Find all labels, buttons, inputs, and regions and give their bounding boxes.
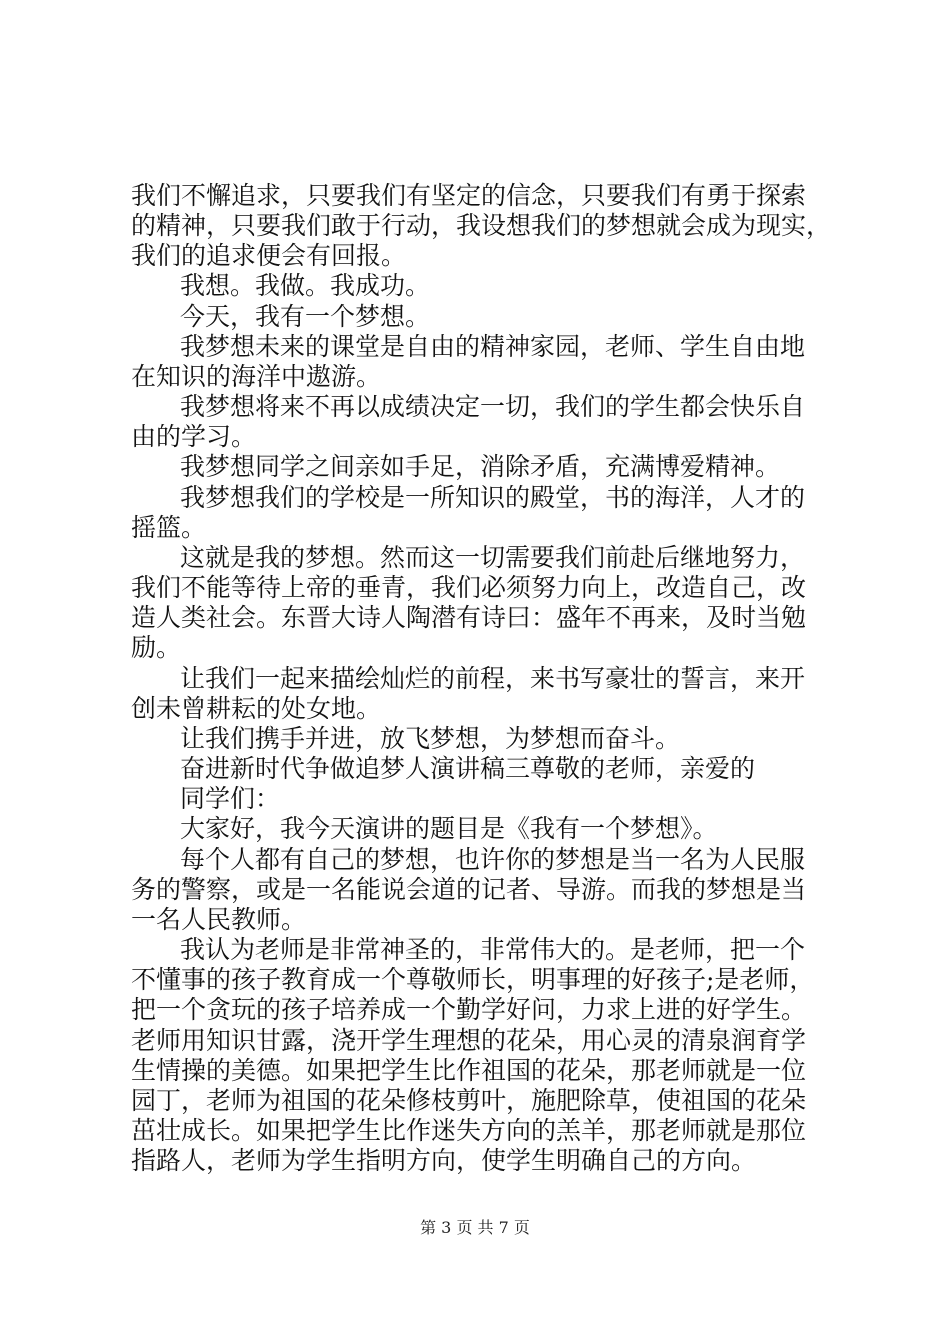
text-line: 在知识的海洋中遨游。 <box>131 362 382 391</box>
text-line: 摇篮。 <box>131 513 207 542</box>
text-line: 一名人民教师。 <box>131 905 307 934</box>
text-line: 让我们携手并进，放飞梦想，为梦想而奋斗。 <box>180 724 681 753</box>
text-line: 生情操的美德。如果把学生比作祖国的花朵，那老师就是一位 <box>131 1056 807 1085</box>
text-line: 同学们： <box>180 784 281 813</box>
text-line: 造人类社会。东晋大诗人陶潜有诗曰：盛年不再来，及时当勉 <box>131 603 807 632</box>
text-line: 把一个贪玩的孩子培养成一个勤学好问，力求上进的好学生。 <box>131 995 807 1024</box>
text-line: 我梦想我们的学校是一所知识的殿堂，书的海洋，人才的 <box>180 483 806 512</box>
text-line: 我梦想同学之间亲如手足，消除矛盾，充满博爱精神。 <box>180 452 781 481</box>
page-number-footer: 第 3 页 共 7 页 <box>420 1218 530 1237</box>
text-line: 让我们一起来描绘灿烂的前程，来书写豪壮的誓言，来开 <box>180 664 806 693</box>
text-line: 奋进新时代争做追梦人演讲稿三尊敬的老师，亲爱的 <box>180 754 756 783</box>
text-line: 我认为老师是非常神圣的，非常伟大的。是老师，把一个 <box>180 935 806 964</box>
text-line: 茁壮成长。如果把学生比作迷失方向的羔羊，那老师就是那位 <box>131 1116 807 1145</box>
text-line: 创未曾耕耘的处女地。 <box>131 694 382 723</box>
text-line: 务的警察，或是一名能说会道的记者、导游。而我的梦想是当 <box>131 875 807 904</box>
text-line: 每个人都有自己的梦想，也许你的梦想是当一名为人民服 <box>180 845 806 874</box>
text-line: 励。 <box>131 633 182 662</box>
text-line: 我梦想未来的课堂是自由的精神家园，老师、学生自由地 <box>180 332 806 361</box>
text-line: 由的学习。 <box>131 422 257 451</box>
text-line: 我梦想将来不再以成绩决定一切，我们的学生都会快乐自 <box>180 392 806 421</box>
text-line: 这就是我的梦想。然而这一切需要我们前赴后继地努力， <box>180 543 806 572</box>
text-line: 园丁，老师为祖国的花朵修枝剪叶，施肥除草，使祖国的花朵 <box>131 1086 807 1115</box>
text-line: 的精神，只要我们敢于行动，我设想我们的梦想就会成为现实， <box>131 211 832 240</box>
text-line: 不懂事的孩子教育成一个尊敬师长，明事理的好孩子;是老师， <box>131 965 815 994</box>
text-line: 我们的追求便会有回报。 <box>131 241 407 270</box>
text-line: 我想。我做。我成功。 <box>180 271 431 300</box>
text-line: 我们不懈追求，只要我们有坚定的信念，只要我们有勇于探索 <box>131 181 807 210</box>
text-line: 我们不能等待上帝的垂青，我们必须努力向上，改造自己，改 <box>131 573 807 602</box>
text-line: 老师用知识甘露，浇开学生理想的花朵，用心灵的清泉润育学 <box>131 1026 807 1055</box>
text-line: 今天，我有一个梦想。 <box>180 302 431 331</box>
text-line: 指路人，老师为学生指明方向，使学生明确自己的方向。 <box>131 1146 757 1175</box>
text-line: 大家好，我今天演讲的题目是《我有一个梦想》。 <box>180 814 718 843</box>
